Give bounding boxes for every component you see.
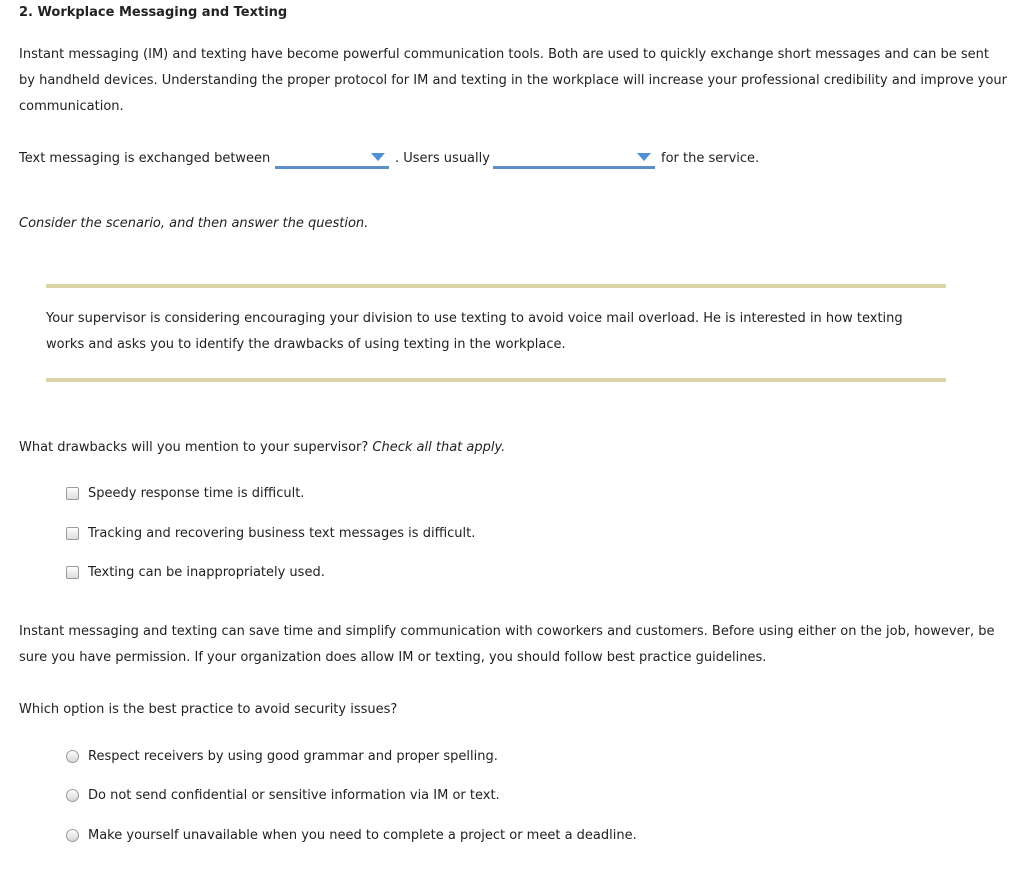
- radio-option-label: Respect receivers by using good grammar and proper spelling.: [88, 748, 498, 764]
- radio-option-label: Make yourself unavailable when you need to complete a project or meet a deadline.: [88, 827, 637, 843]
- chevron-down-icon: [371, 153, 385, 161]
- scenario-prompt: Consider the scenario, and then answer the question.: [19, 216, 369, 231]
- scenario-text: Your supervisor is considering encouraging your division to use texting to avoid voice mail overload. He is interested in how texting works and asks you to identify the drawbacks of using texting in the workplace.: [46, 311, 903, 352]
- radio-icon[interactable]: [66, 789, 79, 802]
- checkbox-icon[interactable]: [66, 527, 79, 540]
- section-title: 2. Workplace Messaging and Texting: [19, 5, 288, 20]
- scenario-top-rule: [46, 284, 946, 288]
- checkbox-option-label: Tracking and recovering business text messages is difficult.: [88, 525, 476, 541]
- chevron-down-icon: [637, 153, 651, 161]
- radio-option-1[interactable]: [66, 748, 498, 764]
- radio-icon[interactable]: [66, 829, 79, 842]
- question1-instruction: Check all that apply.: [372, 440, 506, 455]
- radio-option-2[interactable]: [66, 787, 500, 803]
- dropdown-users-usually[interactable]: [493, 148, 655, 169]
- question2-text: Which option is the best practice to avoid security issues?: [19, 702, 398, 717]
- dropdown-exchanged-between[interactable]: [275, 148, 389, 169]
- fill-in-text-1: Text messaging is exchanged between: [19, 151, 271, 166]
- checkbox-option-3[interactable]: [66, 564, 325, 580]
- checkbox-option-2[interactable]: [66, 525, 475, 541]
- question1-text: [19, 440, 505, 455]
- radio-option-3[interactable]: [66, 827, 637, 843]
- checkbox-icon[interactable]: [66, 566, 79, 579]
- radio-icon[interactable]: [66, 750, 79, 763]
- fill-in-text-3: for the service.: [661, 151, 760, 166]
- checkbox-icon[interactable]: [66, 487, 79, 500]
- scenario-bottom-rule: [46, 378, 946, 382]
- info-paragraph: Instant messaging and texting can save time and simplify communication with coworkers and customers. Before using either on the job, however, be sure you have permission. If your organization does allow IM or texting, you should follow best practice guidelines.: [19, 624, 995, 665]
- fill-in-text-2: . Users usually: [395, 151, 490, 166]
- intro-paragraph: Instant messaging (IM) and texting have become powerful communication tools. Both are used to quickly exchange short messages and can be sent by handheld devices. Understanding the proper protocol for IM and texting in the workplace will increase your professional credibility and improve your communication.: [19, 47, 1008, 114]
- question1-prompt: What drawbacks will you mention to your supervisor?: [19, 440, 369, 455]
- checkbox-option-label: Texting can be inappropriately used.: [88, 564, 325, 580]
- radio-option-label: Do not send confidential or sensitive information via IM or text.: [88, 787, 500, 803]
- checkbox-option-1[interactable]: [66, 485, 304, 501]
- checkbox-option-label: Speedy response time is difficult.: [88, 485, 305, 501]
